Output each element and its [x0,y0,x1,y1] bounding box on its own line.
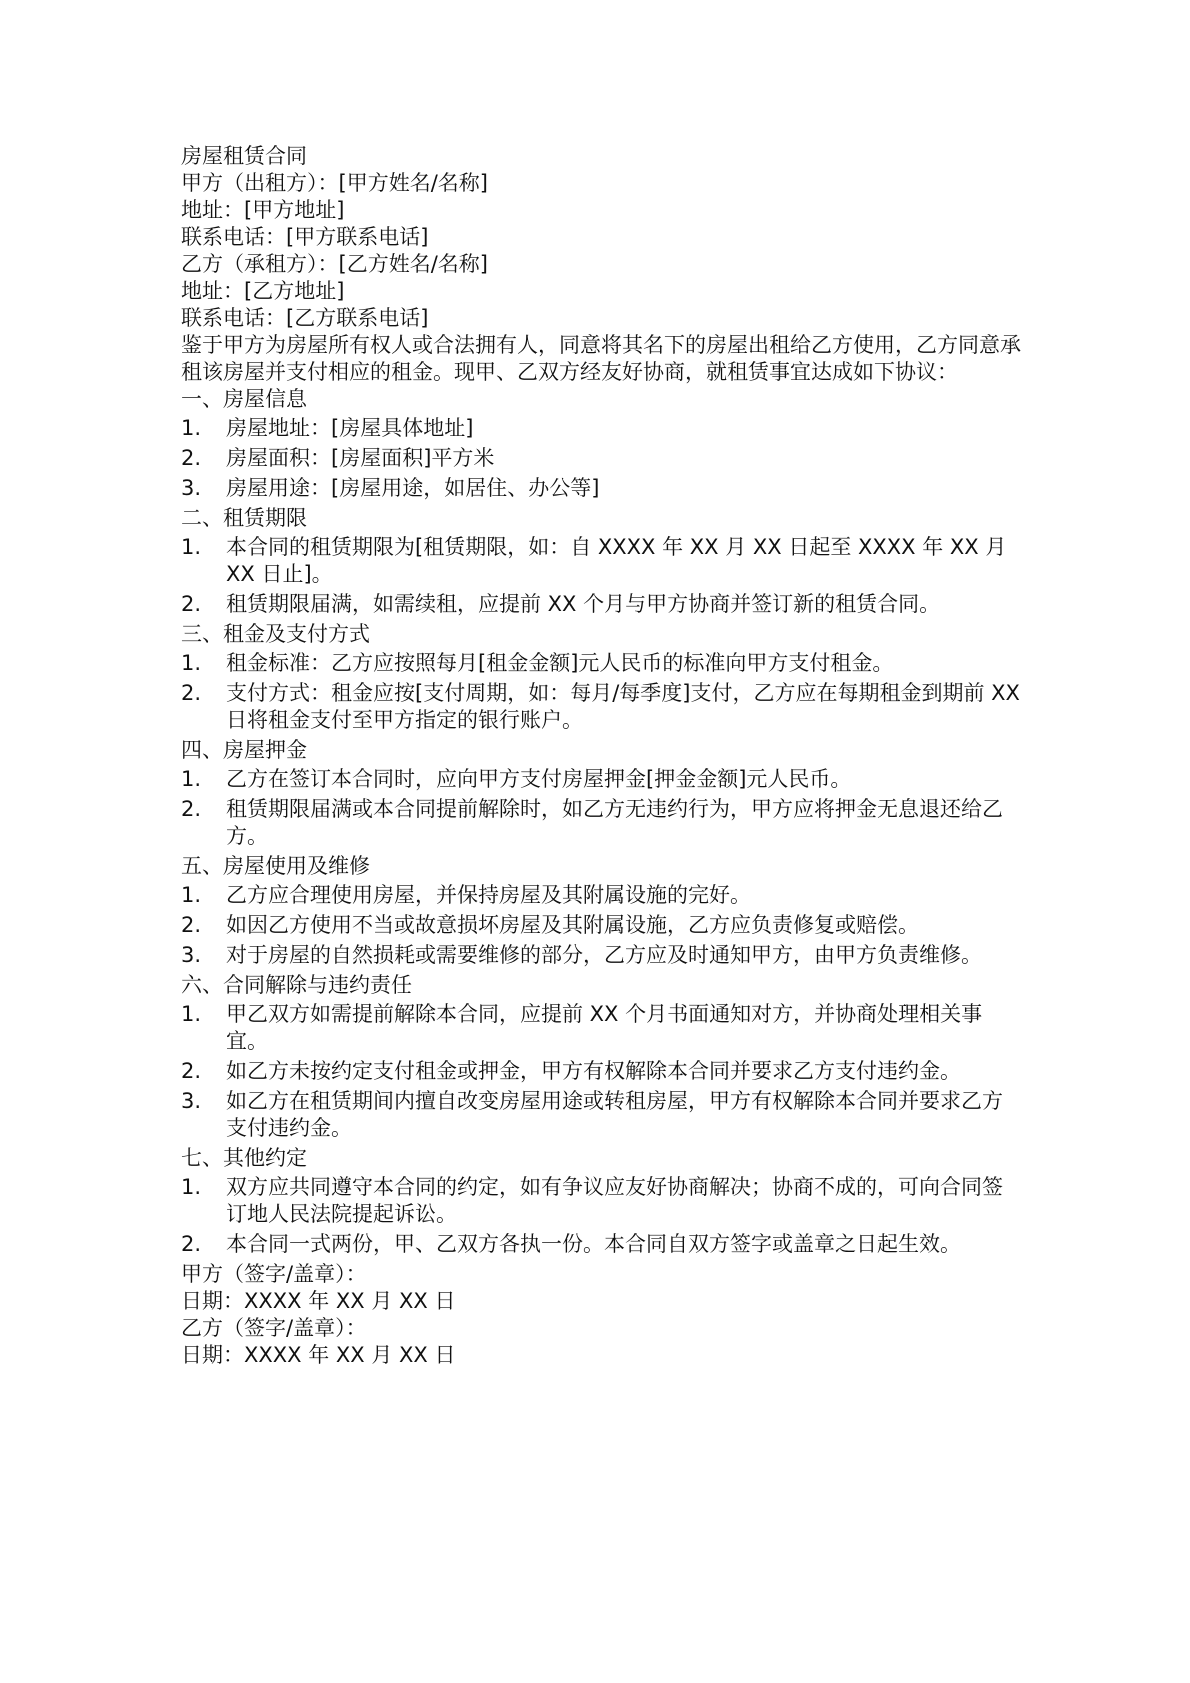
item-number: 1. [181,535,202,559]
item-number: 2. [181,592,202,616]
section-list [181,1174,1021,1258]
item-number: 2. [181,797,202,821]
item-number: 2. [181,681,202,705]
preamble: 鉴于甲方为房屋所有权人或合法拥有人，同意将其名下的房屋出租给乙方使用，乙方同意承租该房屋并支付相应的租金。现甲、乙双方经友好协商，就租赁事宜达成如下协议： [181,333,1021,384]
list-item [181,591,1021,618]
section-heading: 二、租赁期限 [181,506,307,530]
item-number: 1. [181,1002,202,1026]
item-number: 1. [181,767,202,791]
party-a-signature: 甲方（签字/盖章）： [181,1262,367,1286]
section-heading: 一、房屋信息 [181,387,307,411]
party-b-signature: 乙方（签字/盖章）： [181,1316,367,1340]
party-a-date: 日期：XXXX 年 XX 月 XX 日 [181,1289,456,1313]
list-item [181,445,1021,472]
section-house-info [181,386,1021,502]
list-item [181,942,1021,969]
party-b-phone: 联系电话：[乙方联系电话] [181,306,429,330]
list-item [181,534,1021,588]
item-number: 1. [181,883,202,907]
item-text: 对于房屋的自然损耗或需要维修的部分，乙方应及时通知甲方，由甲方负责维修。 [226,943,982,967]
item-text: 双方应共同遵守本合同的约定，如有争议应友好协商解决；协商不成的，可向合同签订地人民法院提起诉讼。 [226,1175,1003,1226]
section-termination-liability [181,972,1021,1142]
document-title: 房屋租赁合同 [181,144,307,168]
item-text: 甲乙双方如需提前解除本合同，应提前 XX 个月书面通知对方，并协商处理相关事宜。 [226,1002,983,1053]
section-lease-term [181,505,1021,618]
section-list [181,534,1021,618]
list-item [181,1231,1021,1258]
item-text: 如乙方在租赁期间内擅自改变房屋用途或转租房屋，甲方有权解除本合同并要求乙方支付违约金。 [226,1089,1003,1140]
party-a-name: 甲方（出租方）：[甲方姓名/名称] [181,171,488,195]
item-number: 2. [181,1232,202,1256]
item-text: 租赁期限届满或本合同提前解除时，如乙方无违约行为，甲方应将押金无息退还给乙方。 [226,797,1003,848]
list-item [181,796,1021,850]
list-item [181,475,1021,502]
section-rent-payment [181,621,1021,734]
item-text: 房屋地址：[房屋具体地址] [226,416,474,440]
item-number: 1. [181,416,202,440]
list-item [181,680,1021,734]
item-number: 1. [181,1175,202,1199]
section-heading: 五、房屋使用及维修 [181,854,370,878]
party-a-address: 地址：[甲方地址] [181,198,345,222]
list-item [181,415,1021,442]
item-number: 2. [181,1059,202,1083]
section-list [181,882,1021,969]
item-text: 房屋面积：[房屋面积]平方米 [226,446,495,470]
section-list [181,766,1021,850]
list-item [181,650,1021,677]
item-text: 乙方在签订本合同时，应向甲方支付房屋押金[押金金额]元人民币。 [226,767,852,791]
item-text: 房屋用途：[房屋用途，如居住、办公等] [226,476,600,500]
section-list [181,650,1021,734]
item-text: 本合同一式两份，甲、乙双方各执一份。本合同自双方签字或盖章之日起生效。 [226,1232,961,1256]
party-b-name: 乙方（承租方）：[乙方姓名/名称] [181,252,488,276]
item-text: 租金标准：乙方应按照每月[租金金额]元人民币的标准向甲方支付租金。 [226,651,894,675]
item-number: 2. [181,913,202,937]
list-item [181,1174,1021,1228]
item-text: 如因乙方使用不当或故意损坏房屋及其附属设施，乙方应负责修复或赔偿。 [226,913,919,937]
list-item [181,1058,1021,1085]
list-item [181,766,1021,793]
section-heading: 三、租金及支付方式 [181,622,370,646]
list-item [181,882,1021,909]
item-number: 3. [181,476,202,500]
party-b-date: 日期：XXXX 年 XX 月 XX 日 [181,1343,456,1367]
item-number: 1. [181,651,202,675]
section-use-maintenance [181,853,1021,969]
party-a-phone: 联系电话：[甲方联系电话] [181,225,429,249]
item-text: 支付方式：租金应按[支付周期，如：每月/每季度]支付，乙方应在每期租金到期前 XX 日将租金支付至甲方指定的银行账户。 [226,681,1020,732]
section-list [181,415,1021,502]
item-text: 租赁期限届满，如需续租，应提前 XX 个月与甲方协商并签订新的租赁合同。 [226,592,941,616]
list-item [181,1001,1021,1055]
section-other-terms [181,1145,1021,1258]
document-page [181,143,1021,1369]
section-heading: 七、其他约定 [181,1146,307,1170]
item-text: 乙方应合理使用房屋，并保持房屋及其附属设施的完好。 [226,883,751,907]
party-b-address: 地址：[乙方地址] [181,279,345,303]
item-number: 3. [181,943,202,967]
item-number: 3. [181,1089,202,1113]
section-list [181,1001,1021,1142]
list-item [181,912,1021,939]
list-item [181,1088,1021,1142]
section-heading: 四、房屋押金 [181,738,307,762]
item-text: 如乙方未按约定支付租金或押金，甲方有权解除本合同并要求乙方支付违约金。 [226,1059,961,1083]
item-text: 本合同的租赁期限为[租赁期限，如：自 XXXX 年 XX 月 XX 日起至 XXXX 年 XX 月 XX 日止]。 [226,535,1007,586]
section-deposit [181,737,1021,850]
item-number: 2. [181,446,202,470]
section-heading: 六、合同解除与违约责任 [181,973,412,997]
